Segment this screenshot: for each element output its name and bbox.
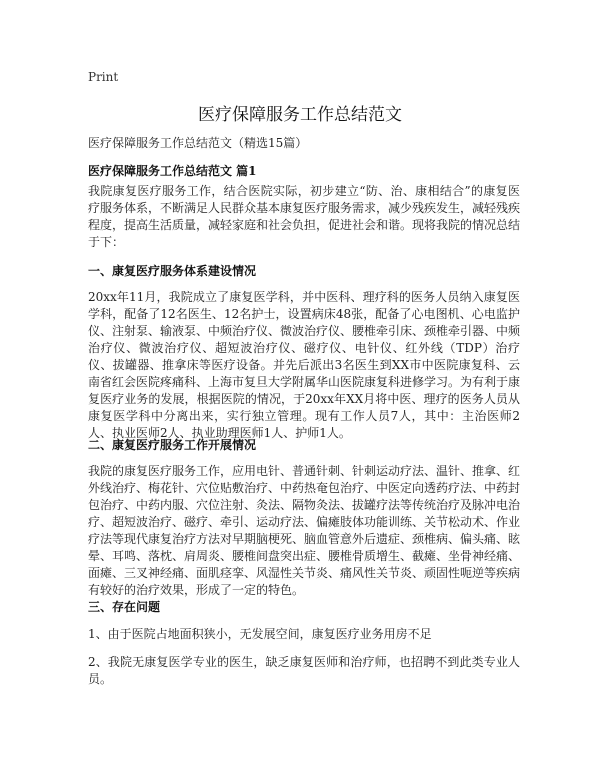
section-heading-1: 一、康复医疗服务体系建设情况 <box>88 264 257 278</box>
issue-item-1: 1、由于医院占地面积狭小，无发展空间，康复医疗业务用房不足 <box>88 627 432 641</box>
print-link[interactable]: Print <box>88 70 119 84</box>
section-paragraph-1: 20xx年11月，我院成立了康复医学科，并中医科、理疗科的医务人员纳入康复医学科，配备了12名医生、12名护士，设置病床48张，配备了心电图机、心电监护仪、注射泵、输液泵、中频治疗仪、微波治疗仪、腰椎牵引床、颈椎牵引器、中频治疗仪、微波治疗仪、超短波治疗仪、磁疗仪、电针仪、红外线（TDP）治疗仪、拔罐器、推拿床等医疗设备。并先后派出3名医生到XX市中医院康复科、云南省红会医院疼痛科、上海市复旦大学附属华山医院康复科进修学习。为有利于康复医疗业务的发展，根据医院的情况，于20xx年XX月将中医、理疗的医务人员从康复医学科中分离出来，实行独立管理。现有工作人员7人，其中：主治医师2人、执业医师2人、执业助理医师1人、护师1人。 <box>88 290 521 440</box>
page-title: 医疗保障服务工作总结范文 <box>198 105 402 125</box>
section-heading-3: 三、存在问题 <box>88 600 161 614</box>
document-subtitle: 医疗保障服务工作总结范文（精选15篇） <box>88 136 308 150</box>
intro-paragraph: 我院康复医疗服务工作，结合医院实际，初步建立“防、治、康相结合”的康复医疗服务体系，不断满足人民群众基本康复医疗服务需求，减少残疾发生，减轻残疾程度，提高生活质量，减轻家庭和社会负担，促进社会和谐。现将我院的情况总结于下： <box>88 184 521 249</box>
issue-item-2: 2、我院无康复医学专业的医生，缺乏康复医师和治疗师，也招聘不到此类专业人员。 <box>88 655 520 686</box>
chapter-title: 医疗保障服务工作总结范文 篇1 <box>88 164 257 178</box>
section-paragraph-2: 我院的康复医疗服务工作，应用电针、普通针刺、针刺运动疗法、温针、推拿、红外线治疗、梅花针、穴位贴敷治疗、中药热奄包治疗、中医定向透药疗法、中药封包治疗、中药内服、穴位注射、灸法、隔物灸法、拔罐疗法等传统治疗及脉冲电治疗、超短波治疗、磁疗、牵引、运动疗法、偏瘫肢体功能训练、关节松动术、作业疗法等现代康复治疗方法对早期脑梗死、脑血管意外后遗症、颈椎病、偏头痛、眩晕、耳鸣、落枕、肩周炎、腰椎间盘突出症、腰椎骨质增生、截瘫、坐骨神经痛、面瘫、三叉神经痛、面肌痉挛、风湿性关节炎、痛风性关节炎、顽固性呃逆等疾病有较好的治疗效果，形成了一定的特色。 <box>88 464 521 597</box>
section-heading-2: 二、康复医疗服务工作开展情况 <box>88 438 257 452</box>
